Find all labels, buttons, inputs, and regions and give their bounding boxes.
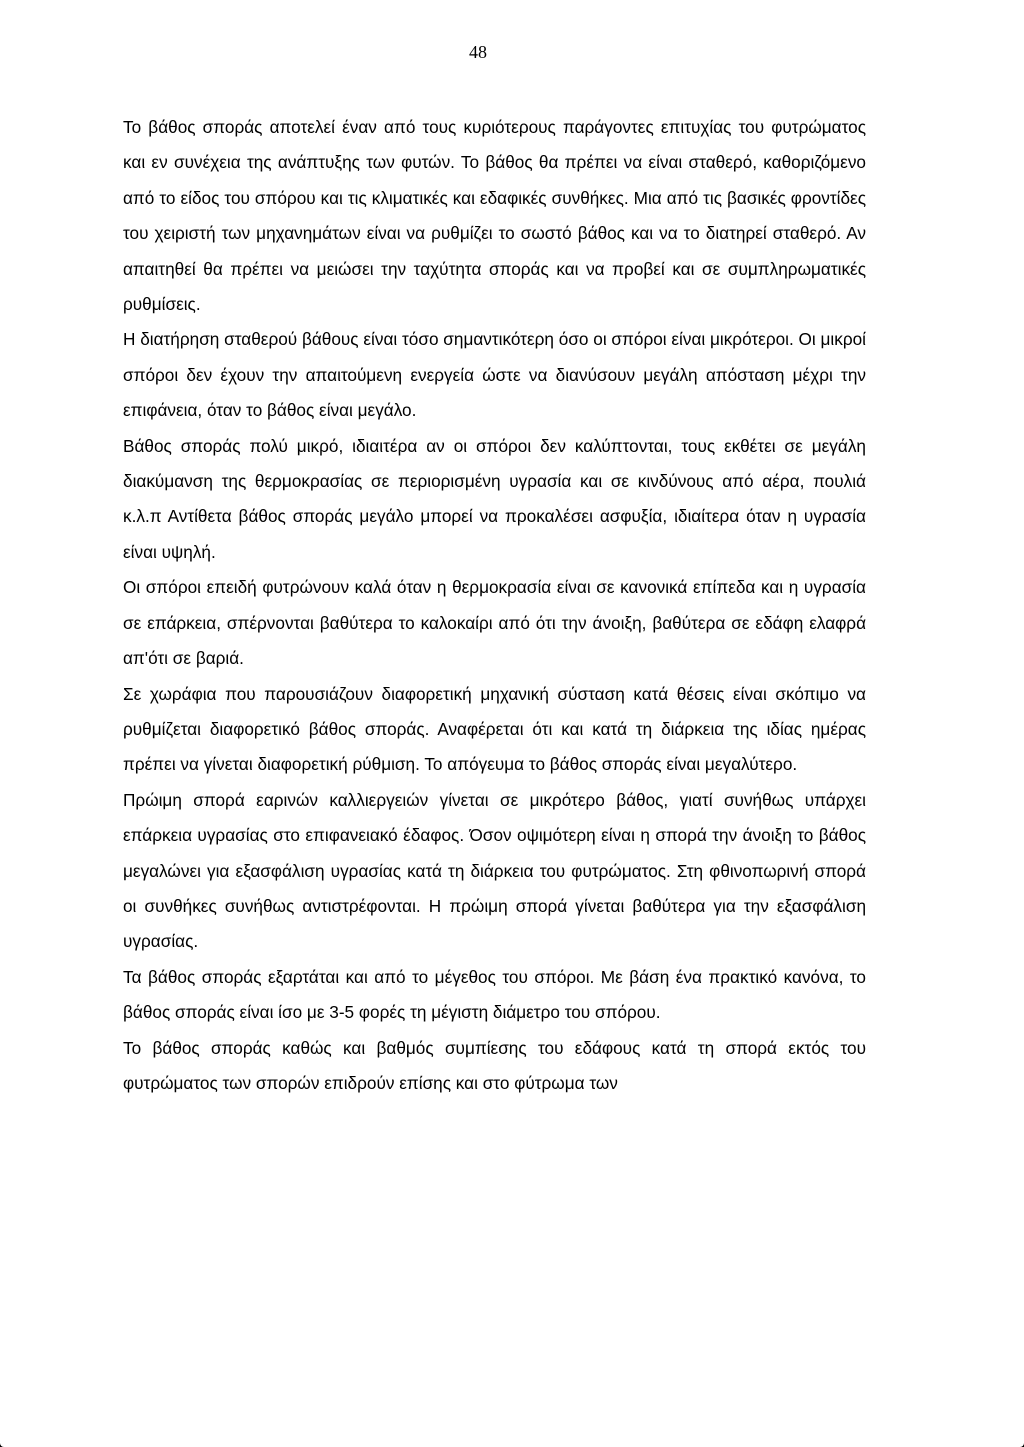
paragraph-4: Οι σπόροι επειδή φυτρώνουν καλά όταν η θερμοκρασία είναι σε κανονικά επίπεδα και η υγρασία σε επάρκεια, σπέρνονται βαθύτερα το καλοκαίρι από ότι την άνοιξη, βαθύτερα σε εδάφη ελαφρά απ'ότι σε βαριά. [123, 577, 866, 669]
paragraph-8: Το βάθος σποράς καθώς και βαθμός συμπίεσης του εδάφους κατά τη σπορά εκτός του φυτρώματος των σπορών επιδρούν επίσης και στο φύτρωμα των [123, 1037, 866, 1093]
page-number: 48 [469, 42, 487, 62]
paragraph-2: Η διατήρηση σταθερού βάθους είναι τόσο σημαντικότερη όσο οι σπόροι είναι μικρότεροι. Οι μικροί σπόροι δεν έχουν την απαιτούμενη ενεργεία ώστε να διανύσουν μεγάλη απόσταση μέχρι την επιφάνεια, όταν το βάθος είναι μεγάλο. [123, 329, 866, 421]
paragraph-1: Το βάθος σποράς αποτελεί έναν από τους κυριότερους παράγοντες επιτυχίας του φυτρώματος και εν συνέχεια της ανάπτυξης των φυτών. Το βάθος θα πρέπει να είναι σταθερό, καθοριζόμενο από το είδος του σπόρου και τις κλιματικές και εδαφικές συνθήκες. Μια από τις βασικές φροντίδες του χειριστή των μηχανημάτων είναι να ρυθμίζει το σωστό βάθος και να το διατηρεί σταθερό. Αν απαιτηθεί θα πρέπει να μειώσει την ταχύτητα σποράς και να προβεί και σε συμπληρωματικές ρυθμίσεις. [123, 117, 866, 315]
paragraph-7: Τα βάθος σποράς εξαρτάται και από το μέγεθος του σπόροι. Με βάση ένα πρακτικό κανόνα, το βάθος σποράς είναι ίσο με 3-5 φορές τη μέγιστη διάμετρο του σπόρου. [123, 966, 866, 1023]
body-text [123, 110, 866, 1101]
paragraph-5: Σε χωράφια που παρουσιάζουν διαφορετική μηχανική σύσταση κατά θέσεις είναι σκόπιμο να ρυθμίζεται διαφορετικό βάθος σποράς. Αναφέρεται ότι και κατά τη διάρκεια της ιδίας ημέρας πρέπει να γίνεται διαφορετική ρύθμιση. Το απόγευμα το βάθος σποράς είναι μεγαλύτερο. [123, 683, 866, 775]
paragraph-6: Πρώιμη σπορά εαρινών καλλιεργειών γίνεται σε μικρότερο βάθος, γιατί συνήθως υπάρχει επάρκεια υγρασίας στο επιφανειακό έδαφος. Όσον οψιμότερη είναι η σπορά την άνοιξη το βάθος μεγαλώνει για εξασφάλιση υγρασίας κατά τη διάρκεια του φυτρώματος. Στη φθινοπωρινή σπορά οι συνθήκες συνήθως αντιστρέφονται. Η πρώιμη σπορά γίνεται βαθύτερα για την εξασφάλιση υγρασίας. [123, 789, 866, 952]
paragraph-3: Βάθος σποράς πολύ μικρό, ιδιαιτέρα αν οι σπόροι δεν καλύπτονται, τους εκθέτει σε μεγάλη διακύμανση της θερμοκρασίας σε περιορισμένη υγρασία και σε κινδύνους από αέρα, πουλιά κ.λ.π Αντίθετα βάθος σποράς μεγάλο μπορεί να προκαλέσει ασφυξία, ιδιαίτερα όταν η υγρασία είναι υψηλή. [123, 435, 866, 562]
